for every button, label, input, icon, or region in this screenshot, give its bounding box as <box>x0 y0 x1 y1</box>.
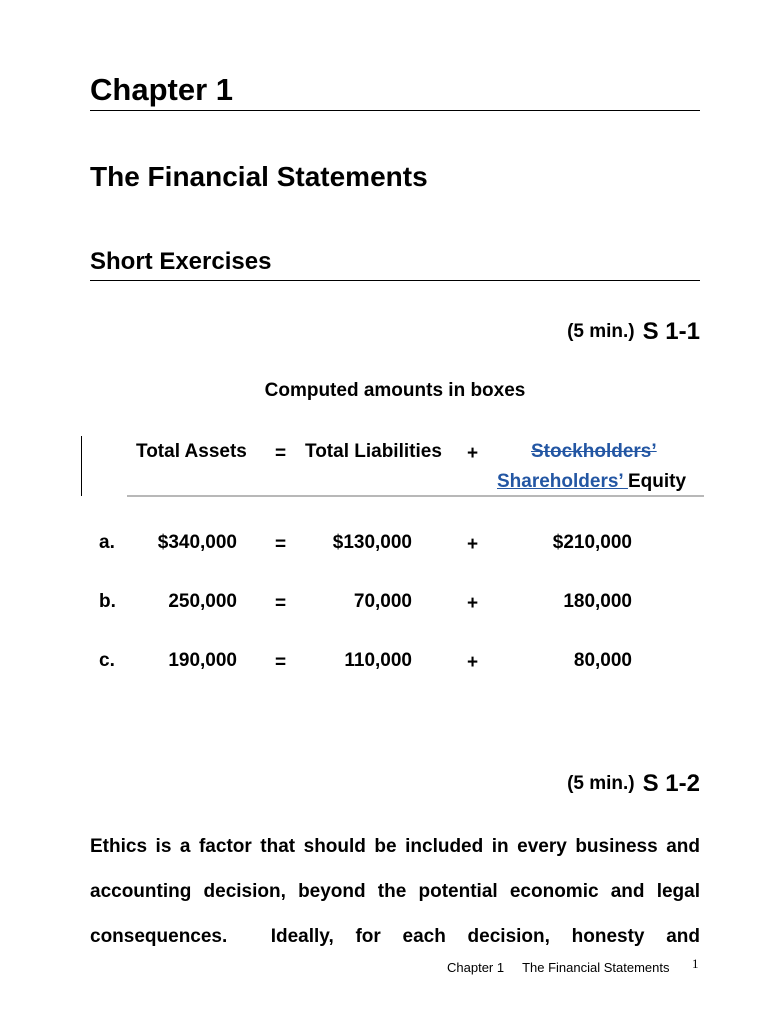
header-total-assets: Total Assets <box>136 441 247 462</box>
page-footer <box>447 960 670 975</box>
exercise-code: S 1-2 <box>642 770 700 797</box>
row-label: c. <box>99 650 115 671</box>
header-total-liabilities: Total Liabilities <box>305 441 442 462</box>
row-equals: = <box>275 652 287 673</box>
header-equity-label: Equity <box>627 471 687 492</box>
exercise-time: (5 min.) <box>567 321 635 342</box>
row-equals: = <box>275 593 287 614</box>
table-caption: Computed amounts in boxes <box>264 380 526 401</box>
exercise-time: (5 min.) <box>567 773 635 794</box>
row-label: b. <box>99 591 116 612</box>
row-assets: 190,000 <box>168 650 237 671</box>
row-liabilities: 70,000 <box>353 591 412 612</box>
row-equity: 180,000 <box>563 591 632 612</box>
row-equity: $210,000 <box>552 532 632 553</box>
exercise-heading-s1-2 <box>567 770 700 798</box>
header-equity-deleted <box>531 441 657 463</box>
row-assets: 250,000 <box>168 591 237 612</box>
row-liabilities: 110,000 <box>344 650 412 671</box>
paragraph-line: Ethics is a factor that should be included in every business and <box>90 836 700 857</box>
tracked-insertion: Shareholders’ <box>497 471 628 492</box>
chapter-heading: Chapter 1 <box>90 70 700 111</box>
header-rule <box>127 495 704 497</box>
row-assets: $340,000 <box>157 532 237 553</box>
row-plus: + <box>467 534 479 555</box>
header-plus: + <box>467 443 479 464</box>
row-plus: + <box>467 652 479 673</box>
page-number: 1 <box>692 956 699 971</box>
paragraph-line: consequences. Ideally, for each decision, honesty and <box>90 926 700 947</box>
ethics-paragraph <box>90 824 700 959</box>
revision-change-bar <box>81 436 82 496</box>
footer-title: The Financial Statements <box>522 960 670 975</box>
row-equity: 80,000 <box>573 650 632 671</box>
row-equals: = <box>275 534 287 555</box>
tracked-deletion: Stockholders’ <box>531 441 657 462</box>
row-plus: + <box>467 593 479 614</box>
paragraph-line: accounting decision, beyond the potential economic and legal <box>90 881 700 902</box>
row-label: a. <box>99 532 115 553</box>
header-equity <box>497 471 686 493</box>
section-heading: Short Exercises <box>90 246 700 281</box>
row-liabilities: $130,000 <box>332 532 412 553</box>
exercise-code: S 1-1 <box>642 318 700 345</box>
chapter-title: The Financial Statements <box>90 161 428 192</box>
footer-chapter: Chapter 1 <box>447 960 505 975</box>
header-equals: = <box>275 443 287 464</box>
exercise-heading-s1-1 <box>567 318 700 346</box>
